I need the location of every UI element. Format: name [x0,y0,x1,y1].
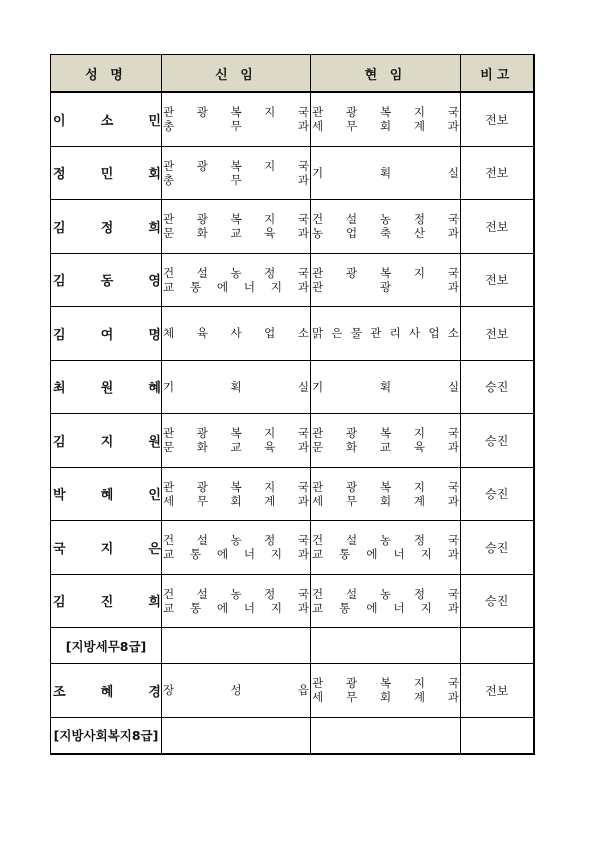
post-line: 관 광 복 지 국 [163,212,309,227]
post-line: 관 광 복 지 국 [312,105,459,120]
person-name: 최 원 혜 [53,381,161,397]
empty-cell [162,628,311,664]
post-line: 문 화 교 육 과 [163,440,309,455]
note-cell: 전보 [461,92,534,146]
person-name: 국 지 은 [53,541,161,557]
current-post-cell [311,467,461,521]
post-line: 건 설 농 정 국 [312,533,459,548]
table-row [51,574,534,628]
post-line: 문 화 교 육 과 [312,440,459,455]
post-line: 건 설 농 정 국 [312,586,459,601]
note-cell: 승진 [461,414,534,468]
note-cell: 승진 [461,521,534,575]
post-line: 세 무 회 계 과 [312,119,459,134]
post-line: 세 무 회 계 과 [312,493,459,508]
person-name: 김 진 희 [53,595,161,611]
post-line: 관 광 복 지 국 [312,479,459,494]
post-line: 교 통 에 너 지 과 [312,547,459,562]
current-post-cell [311,307,461,361]
table-row [51,307,534,361]
header-row [51,55,534,93]
post-line: 관 광 복 지 국 [312,676,459,691]
post-line: 세 무 회 계 과 [163,493,309,508]
table-row [51,414,534,468]
table-row [51,146,534,200]
post-line: 기 획 실 [163,379,309,394]
post-line: 관 광 복 지 국 [312,426,459,441]
empty-cell [311,717,461,754]
note-cell: 승진 [461,467,534,521]
post-line: 기 획 실 [312,165,459,180]
new-post-cell [162,92,311,146]
current-post-cell [311,414,461,468]
current-post-cell [311,664,461,718]
post-line: 관 광 복 지 국 [163,105,309,120]
current-post-cell [311,360,461,414]
name-cell [51,307,162,361]
section-row [51,628,534,664]
post-line: 농 업 축 산 과 [312,226,459,241]
new-post-cell [162,307,311,361]
post-line: 교 통 에 너 지 과 [163,279,309,294]
table-row [51,664,534,718]
person-name: 정 민 회 [53,167,161,183]
post-line: 관 광 복 지 국 [163,479,309,494]
note-cell: 승진 [461,574,534,628]
post-line: 문 화 교 육 과 [163,226,309,241]
person-name: 조 혜 경 [53,684,161,700]
person-name: 김 정 희 [53,220,161,236]
name-cell [51,92,162,146]
name-cell [51,253,162,307]
person-name: 김 지 원 [53,434,161,450]
new-post-cell [162,664,311,718]
post-line: 관 광 과 [312,279,459,294]
empty-cell [311,628,461,664]
post-line: 세 무 회 계 과 [312,690,459,705]
table-row [51,467,534,521]
post-line: 기 획 실 [312,379,459,394]
current-post-cell [311,253,461,307]
post-line: 관 광 복 지 국 [163,426,309,441]
table-row [51,521,534,575]
post-line: 교 통 에 너 지 과 [163,547,309,562]
empty-cell [461,628,534,664]
post-line: 총 무 과 [163,119,309,134]
name-cell [51,521,162,575]
header-new-post: 신 임 [162,55,311,93]
new-post-cell [162,574,311,628]
post-line: 교 통 에 너 지 과 [312,600,459,615]
current-post-cell [311,200,461,254]
post-line: 교 통 에 너 지 과 [163,600,309,615]
new-post-cell [162,146,311,200]
person-name: 이 소 민 [53,113,161,129]
new-post-cell [162,414,311,468]
empty-cell [461,717,534,754]
new-post-cell [162,467,311,521]
post-line: 건 설 농 정 국 [163,533,309,548]
section-label: [지방세무8급] [51,628,162,664]
note-cell: 전보 [461,146,534,200]
new-post-cell [162,253,311,307]
empty-cell [162,717,311,754]
post-line: 장 성 읍 [163,683,309,698]
table-row [51,253,534,307]
section-label: [지방사회복지8급] [51,717,162,754]
note-cell: 전보 [461,253,534,307]
current-post-cell [311,146,461,200]
current-post-cell [311,574,461,628]
current-post-cell [311,92,461,146]
note-cell: 전보 [461,200,534,254]
note-cell: 전보 [461,664,534,718]
person-name: 김 동 영 [53,274,161,290]
new-post-cell [162,521,311,575]
name-cell [51,574,162,628]
post-line: 체 육 사 업 소 [163,326,309,341]
name-cell [51,467,162,521]
post-line: 총 무 과 [163,172,309,187]
name-cell [51,200,162,254]
name-cell [51,146,162,200]
name-cell [51,360,162,414]
section-row [51,717,534,754]
header-name: 성 명 [51,55,162,93]
header-note: 비고 [461,55,534,93]
name-cell [51,664,162,718]
name-cell [51,414,162,468]
note-cell: 전보 [461,307,534,361]
post-line: 관 광 복 지 국 [312,265,459,280]
person-name: 김 여 명 [53,327,161,343]
header-current-post: 현 임 [311,55,461,93]
post-line: 건 설 농 정 국 [312,212,459,227]
post-line: 건 설 농 정 국 [163,586,309,601]
table-row [51,200,534,254]
post-line: 맑 은 물 관 리 사 업 소 [312,326,459,341]
table-row [51,360,534,414]
new-post-cell [162,360,311,414]
post-line: 건 설 농 정 국 [163,265,309,280]
new-post-cell [162,200,311,254]
current-post-cell [311,521,461,575]
table-row [51,92,534,146]
person-name: 박 혜 인 [53,488,161,504]
personnel-table [50,54,535,755]
post-line: 관 광 복 지 국 [163,158,309,173]
note-cell: 승진 [461,360,534,414]
